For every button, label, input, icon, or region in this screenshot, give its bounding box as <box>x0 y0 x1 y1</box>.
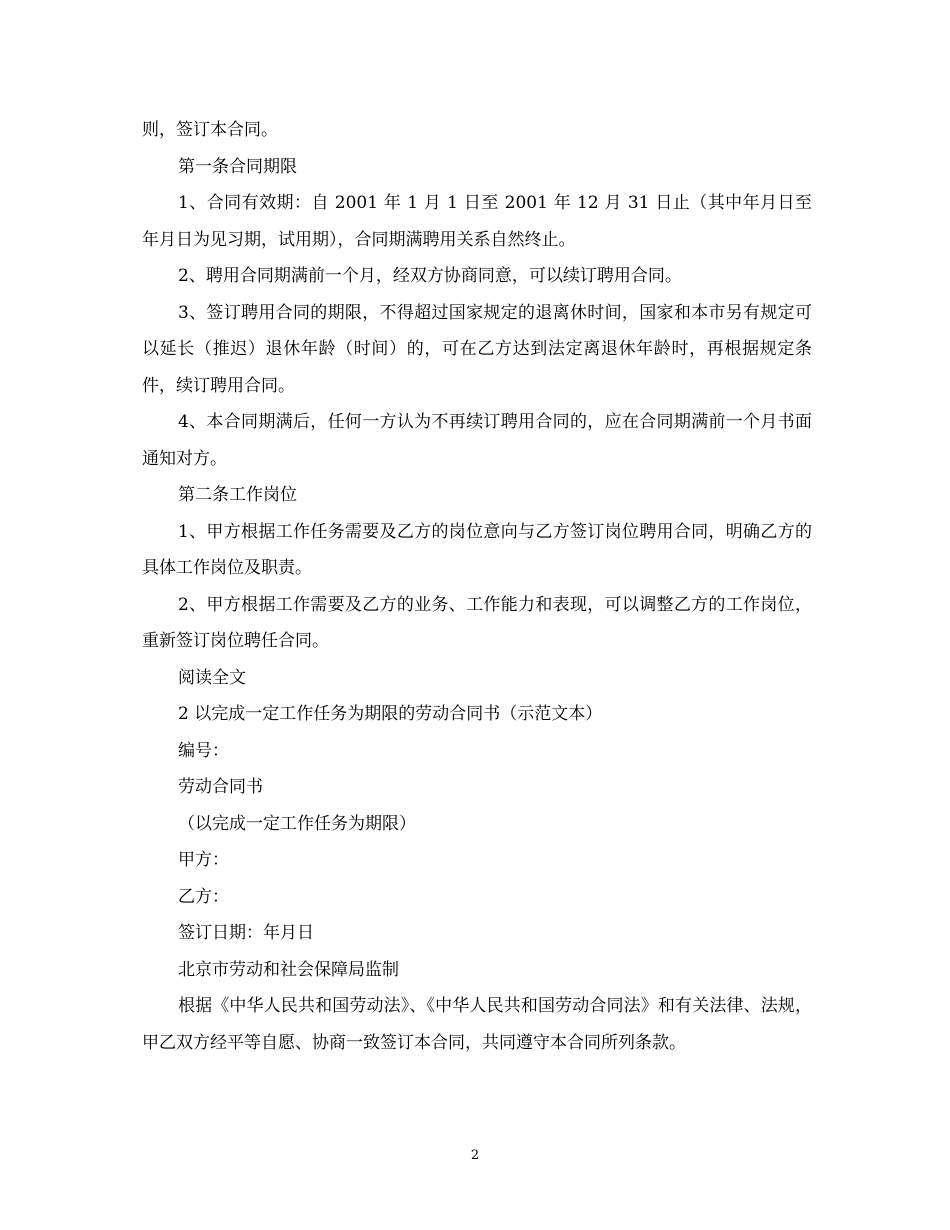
paragraph-clause-1-1: 1、合同有效期：自 2001 年 1 月 1 日至 2001 年 12 月 31 日止（其中年月日至年月日为见习期，试用期），合同期满聘用关系自然终止。 <box>142 193 812 250</box>
page-number: 2 <box>470 1148 480 1163</box>
paragraph-clause-1-2: 2、聘用合同期满前一个月，经双方协商同意，可以续订聘用合同。 <box>178 266 682 286</box>
paragraph-clause-2-1: 1、甲方根据工作任务需要及乙方的岗位意向与乙方签订岗位聘用合同，明确乙方的具体工作岗位及职责。 <box>142 521 812 578</box>
section-heading-1: 第一条合同期限 <box>178 156 297 177</box>
party-b-label: 乙方： <box>178 886 229 907</box>
paragraph-1: 则，签订本合同。 <box>142 120 278 140</box>
paragraph-clause-1-3: 3、签订聘用合同的期限，不得超过国家规定的退离休时间，国家和本市另有规定可以延长（推迟）退休年龄（时间）的，可在乙方达到法定离退休年龄时，再根据规定条件，续订聘用合同。 <box>142 302 812 396</box>
contract-heading: 劳动合同书 <box>178 777 263 797</box>
paragraph-clause-1-4: 4、本合同期满后，任何一方认为不再续订聘用合同的，应在合同期满前一个月书面通知对方。 <box>142 412 812 469</box>
document-body <box>142 112 812 1061</box>
contract-number-label: 编号： <box>178 740 229 761</box>
contract-subheading: （以完成一定工作任务为期限） <box>178 813 416 834</box>
signing-date-label: 签订日期：年月日 <box>178 923 314 943</box>
contract-title-line: 2 以完成一定工作任务为期限的劳动合同书（示范文本） <box>178 704 603 724</box>
paragraph-clause-2-2: 2、甲方根据工作需要及乙方的业务、工作能力和表现，可以调整乙方的工作岗位，重新签订岗位聘任合同。 <box>142 594 812 651</box>
section-heading-2: 第二条工作岗位 <box>178 485 297 505</box>
read-full-text-link[interactable]: 阅读全文 <box>178 667 246 688</box>
party-a-label: 甲方： <box>178 850 229 870</box>
issuer-line: 北京市劳动和社会保障局监制 <box>178 959 399 980</box>
preamble-paragraph: 根据《中华人民共和国劳动法》、《中华人民共和国劳动合同法》和有关法律、法规，甲乙双方经平等自愿、协商一致签订本合同，共同遵守本合同所列条款。 <box>142 996 812 1053</box>
